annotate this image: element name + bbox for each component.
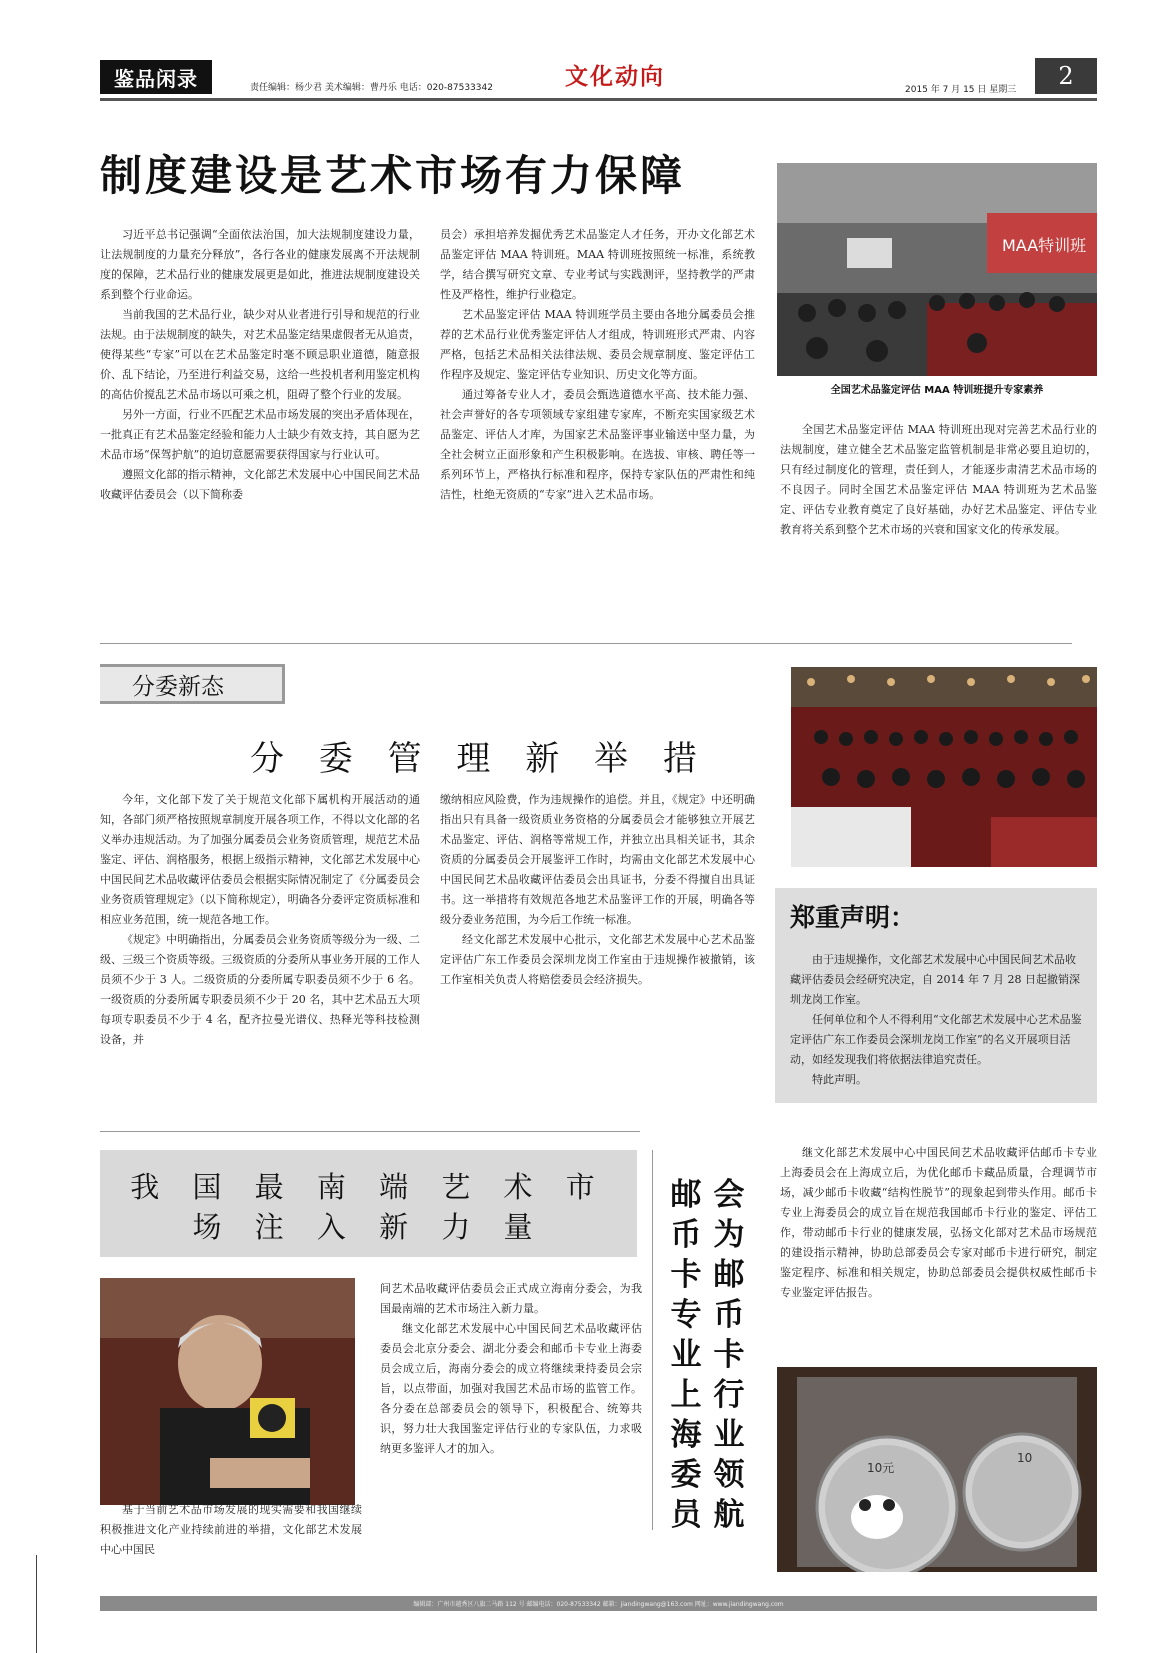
article1-paragraph-continued: 员会）承担培养发掘优秀艺术品鉴定人才任务，开办文化部艺术品鉴定评估 MAA 特训班。MAA 特训班按照统一标准，系统教学，结合撰写研究文章、专业考试与实践测评，坚持教学的严肃性及严格性，维护行业稳定。 xyxy=(440,228,755,301)
article1-paragraph: 另外一方面，行业不匹配艺术品市场发展的突出矛盾体现在，一批真正有艺术品鉴定经验和能力人士缺少有效支持，其自愿为艺术品市场“保驾护航”的迫切意愿需要获得国家与行业认可。 xyxy=(100,408,420,461)
article2-col1 xyxy=(100,790,420,1050)
statement-body xyxy=(790,950,1082,1090)
training-class-illustration xyxy=(777,163,1097,376)
training-photo-caption: 全国艺术品鉴定评估 MAA 特训班提升专家素养 xyxy=(830,385,1044,396)
article2-headline: 分 委 管 理 新 举 措 xyxy=(250,739,709,779)
issue-date: 2015 年 7 月 15 日 星期三 xyxy=(905,85,1017,95)
article2-paragraph: 今年，文化部下发了关于规范文化部下属机构开展活动的通知，各部门须严格按照规章制度开展各项工作，不得以文化部的名义举办违规活动。为了加强分属委员会业务资质管理，规范艺术品鉴定、评估、润格服务，根据上级指示精神，文化部艺术发展中心中国民间艺术品收藏评估委员会根据实际情况制定了《分属委员会业务资质管理规定》（以下简称规定），明确各分委评定资质标准和相应业务范围，统一规范各地工作。 xyxy=(100,793,420,926)
coin-denomination-2: 10 xyxy=(1017,1451,1033,1465)
article4-paragraph: 继文化部艺术发展中心中国民间艺术品收藏评估邮币卡专业上海委员会在上海成立后，为优化邮币卡藏品质量，合理调节市场，减少邮币卡收藏“结构性脱节”的现象起到带头作用。邮币卡专业上海委员会的成立旨在规范我国邮币卡行业的鉴定、评估工作，带动邮币卡行业的健康发展，弘扬文化部对艺术品市场规范的建设指示精神，协助总部委员会专家对邮币卡进行研究，制定鉴定程序、标准和相关规定，协助总部委员会提供权威性邮币卡专业鉴定评估报告。 xyxy=(780,1146,1097,1299)
masthead-logo: 鉴品闲录 xyxy=(100,60,212,94)
article4-headline-col2: 会为邮币卡行业领航 xyxy=(713,1177,745,1533)
conference-photo xyxy=(791,667,1097,867)
article4-text xyxy=(780,1143,1097,1303)
photo-banner-text: MAA特训班 xyxy=(1002,236,1087,255)
panda-coin-illustration xyxy=(777,1367,1097,1572)
article3-right-col xyxy=(380,1279,642,1459)
article2-col2 xyxy=(440,790,755,990)
section-divider xyxy=(100,643,1072,644)
statement-paragraph: 由于违规操作，文化部艺术发展中心中国民间艺术品收藏评估委员会经研究决定，自 2014 年 7 月 28 日起撤销深圳龙岗工作室。 xyxy=(790,953,1080,1006)
article3-headline: 我 国 最 南 端 艺 术 市 场 注 入 新 力 量 xyxy=(130,1170,607,1244)
statement-paragraph: 特此声明。 xyxy=(812,1073,867,1086)
editor-line: 责任编辑：杨少君 美术编辑：曹丹乐 电话：020-87533342 xyxy=(250,83,493,93)
section-name: 文化动向 xyxy=(565,64,665,90)
section-tag: 分委新态 xyxy=(132,674,224,700)
article1-headline: 制度建设是艺术市场有力保障 xyxy=(100,151,686,200)
article1-col2 xyxy=(440,225,755,505)
appraiser-photo xyxy=(100,1278,355,1505)
panda-coin-photo xyxy=(777,1367,1097,1572)
article1-paragraph: 通过筹备专业人才，委员会甄选道德水平高、技术能力强、社会声誉好的各专项领域专家组建专家库，不断充实国家级艺术品鉴定、评估人才库，为国家艺术品鉴评事业输送中坚力量，为全社会树立正面形象和产生积极影响。在选拔、审核、聘任等一系列环节上，严格执行标准和程序，保持专家队伍的严肃性和纯洁性，杜绝无资质的“专家”进入艺术品市场。 xyxy=(440,388,755,501)
footer-bar: 编辑部：广州市越秀区八旗二马路 112 号 邮编电话：020-87533342 邮箱：jiandingwang@163.com 网址：www.jiandingwang.com xyxy=(100,1596,1097,1611)
conference-illustration xyxy=(791,667,1097,867)
statement-paragraph: 任何单位和个人不得利用“文化部艺术发展中心艺术品鉴定评估广东工作委员会深圳龙岗工作室”的名义开展项目活动，如经发现我们将依据法律追究责任。 xyxy=(790,1013,1082,1066)
article1-paragraph: 全国艺术品鉴定评估 MAA 特训班出现对完善艺术品行业的法规制度，建立健全艺术品鉴定监管机制是非常必要且迫切的，只有经过制度化的管理，责任到人，才能逐步肃清艺术品市场的不良因子。同时全国艺术品鉴定评估 MAA 特训班为艺术品鉴定、评估专业教育奠定了良好基础，办好艺术品鉴定、评估专业教育将关系到整个艺术市场的兴衰和国家文化的传承发展。 xyxy=(780,423,1097,536)
header-rule xyxy=(100,98,1097,101)
article1-col1 xyxy=(100,225,420,505)
training-class-photo xyxy=(777,163,1097,376)
page-number: 2 xyxy=(1035,58,1097,94)
article1-col3 xyxy=(780,420,1097,540)
article2-paragraph: 《规定》中明确指出，分属委员会业务资质等级分为一级、二级、三级三个资质等级。三级资质的分委所从事业务开展的工作人员须不少于 3 人。二级资质的分委所属专职委员须不少于 6 名。一级资质的分委所属专职委员须不少于 20 名，其中艺术品五大项每项专职委员不少于 4 名，配齐拉曼光谱仪、热释光等科技检测设备，并 xyxy=(100,933,420,1046)
article2-paragraph: 经文化部艺术发展中心批示，文化部艺术发展中心艺术品鉴定评估广东工作委员会深圳龙岗工作室由于违规操作被撤销，该工作室相关负责人将赔偿委员会经济损失。 xyxy=(440,933,755,986)
article4-headline-col1: 邮币卡专业上海委员 xyxy=(670,1177,702,1533)
article1-paragraph: 当前我国的艺术品行业，缺少对从业者进行引导和规范的行业法规。由于法规制度的缺失，对艺术品鉴定结果虚假者无从追责，使得某些“专家”可以在艺术品鉴定时毫不顾忌职业道德，随意报价、乱下结论，乃至进行利益交易，这给一些投机者利用鉴定机构的高估价搅乱艺术品市场以可乘之机，阻碍了整个行业的发展。 xyxy=(100,308,420,401)
coin-denomination-1: 10元 xyxy=(867,1461,895,1475)
margin-rule xyxy=(36,1555,37,1653)
statement-title: 郑重声明： xyxy=(790,903,916,932)
article3-paragraph-continued: 间艺术品收藏评估委员会正式成立海南分委会，为我国最南端的艺术市场注入新力量。 xyxy=(380,1282,642,1315)
article2-paragraph-continued: 缴纳相应风险费，作为违规操作的追偿。并且，《规定》中还明确指出只有具备一级资质业务资格的分属委员会才能够独立开展艺术品鉴定、评估、润格等常规工作，并独立出具相关证书，其余资质的分属委员会开展鉴评工作时，均需由文化部艺术发展中心中国民间艺术品收藏评估委员会出具证书，分委不得擅自出具证书。这一举措将有效规范各地艺术品鉴评工作的开展，明确各等级分委业务范围，为今后工作统一标准。 xyxy=(440,793,755,926)
article1-paragraph: 习近平总书记强调“全面依法治国，加大法规制度建设力量，让法规制度的力量充分释放”，各行各业的健康发展离不开法规制度的保障，艺术品行业的健康发展更是如此，推进法规制度建设关系到整个行业命运。 xyxy=(100,228,420,301)
article1-paragraph: 艺术品鉴定评估 MAA 特训班学员主要由各地分属委员会推荐的艺术品行业优秀鉴定评估人才组成，特训班形式严肃、内容严格，包括艺术品相关法律法规、委员会规章制度、鉴定评估工作程序及规定、鉴定评估专业知识、历史文化等方面。 xyxy=(440,308,755,381)
article3-bottom-text xyxy=(100,1500,362,1560)
column-divider xyxy=(652,1150,653,1530)
article1-paragraph: 遵照文化部的指示精神，文化部艺术发展中心中国民间艺术品收藏评估委员会（以下简称委 xyxy=(100,468,420,501)
section-divider xyxy=(100,1131,640,1132)
appraiser-illustration xyxy=(100,1278,355,1505)
article3-paragraph: 基于当前艺术品市场发展的现实需要和我国继续积极推进文化产业持续前进的举措，文化部艺术发展中心中国民 xyxy=(100,1503,362,1556)
article3-paragraph: 继文化部艺术发展中心中国民间艺术品收藏评估委员会北京分委会、湖北分委会和邮币卡专业上海委员会成立后，海南分委会的成立将继续秉持委员会宗旨，以点带面，加强对我国艺术品市场的监管工作。各分委在总部委员会的领导下，积极配合、统筹共识，努力壮大我国鉴定评估行业的专家队伍，力求吸纳更多鉴评人才的加入。 xyxy=(380,1322,642,1455)
